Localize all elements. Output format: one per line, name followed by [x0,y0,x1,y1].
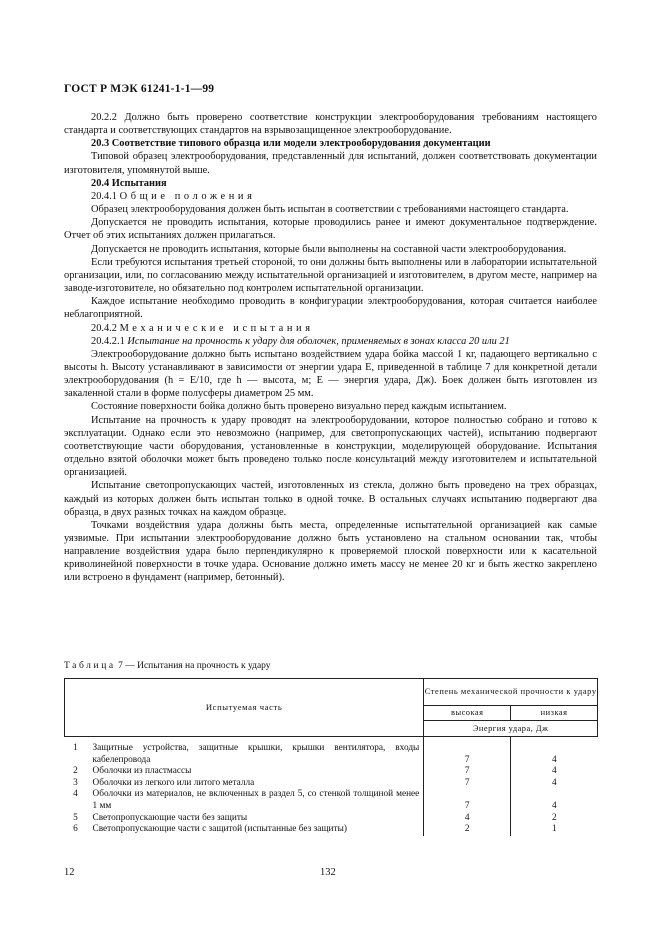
high-value: 7 [424,766,511,778]
col-part-header: Испытуемая часть [65,679,424,737]
paragraph-13: Состояние поверхности бойка должно быть проверено визуально перед каждым испытанием. [91,401,507,413]
part-cell [65,778,424,790]
clause-number: 20.4.2.1 [91,335,125,347]
high-value: 7 [424,789,511,812]
document-body [64,111,597,585]
low-value: 1 [511,824,598,836]
page-number-center: 132 [320,867,336,878]
paragraph-6: Допускается не проводить испытания, которые проводились ранее и имеют документальное подтверждение. Отчет об этих испытаниях должен прилагаться. [64,217,597,242]
row-number: 3 [73,777,78,788]
paragraph-8: Если требуются испытания третьей стороной, то они должны быть выполнены или в лаборатории испытательной организации, или, по согласованию между испытательной организацией и изготовителем, в другом месте, например на заводе-изготовителе, но обязательно под контролем испытательной организации. [64,256,597,295]
paragraph-4 [64,190,597,203]
col-low-header: низкая [511,706,598,721]
table-row [65,813,598,825]
table-caption-word: Таблица [64,661,116,671]
table-body [65,737,598,836]
col-degree-header: Степень механической прочности к удару [424,679,598,706]
spaced-title: Общие положения [119,190,256,202]
paragraph-7: Допускается не проводить испытания, которые были выполнены на составной части электрооборудования. [91,243,567,255]
row-number: 6 [73,824,78,835]
clause-number: 20.4.1 [91,190,117,202]
low-value: 2 [511,813,598,825]
row-text: Светопропускающие части без защиты [92,812,248,823]
high-value: 7 [424,778,511,790]
paragraph-15: Испытание светопропускающих частей, изготовленных из стекла, должно быть проведено на трех образцах, каждый из которых должен быть испытан только в одной точке. В остальных случаях испытанию подвергают два образца, в двух разных точках на каждом образце. [64,480,597,518]
paragraph-12: Электрооборудование должно быть испытано воздействием удара бойка массой 1 кг, падающего вертикально с высоты h. Высоту устанавливают в зависимости от энергии удара E, приведенной в таблице 7 для конкретной детали электрооборудования (h = E/10, где h — высота, м; E — энергия удара, Дж). Боек должен быть изготовлен из закаленной стали в форме полусферы диаметром 25 мм. [64,348,597,400]
table-row [65,737,598,767]
row-text: Оболочки из пластмассы [92,766,192,777]
low-value: 4 [511,737,598,767]
low-value: 4 [511,766,598,778]
table-row [65,778,598,790]
row-number: 2 [73,766,78,777]
paragraph-0: 20.2.2 Должно быть проверено соответствие конструкции электрооборудования требованиям настоящего стандарта и соответствующих стандартов на взрывозащищенное электрооборудование. [64,112,597,137]
row-text: Оболочки из легкого или литого металла [92,777,255,788]
low-value: 4 [511,778,598,790]
part-cell [65,737,424,767]
paragraph-11 [64,335,597,348]
italic-title: Испытание на прочность к удару для оболочек, применяемых в зонах класса 20 или 21 [127,335,510,347]
clause-number: 20.4.2 [91,322,117,334]
paragraph-10 [64,322,597,335]
row-text: Защитные устройства, защитные крышки, крышки вентилятора, входы кабелепровода [92,743,420,765]
part-cell [65,789,424,812]
part-cell [65,813,424,825]
paragraph-9: Каждое испытание необходимо проводить в конфигурации электрооборудования, которая считается наиболее неблагоприятной. [64,296,597,321]
table-caption-rest: 7 — Испытания на прочность к удару [118,661,271,671]
col-energy-header: Энергия удара, Дж [424,721,598,737]
section-heading-1: 20.3 Соответствие типового образца или модели электрооборудования документации [91,138,491,150]
paragraph-16: Точками воздействия удара должны быть места, определенные испытательной организацией как самые уязвимые. При испытании электрооборудование должно быть установлено на стальном основании так, чтобы направление воздействия удара было перпендикулярно к проверяемой плоской поверхности или к касательной криволинейной поверхности в точке удара. Основание должно иметь массу не менее 20 кг и быть жестко закреплено или встроено в фундамент (например, бетонный). [64,519,597,584]
paragraph-2: Типовой образец электрооборудования, представленный для испытаний, должен соответствовать документации изготовителя, упомянутой выше. [64,151,597,176]
row-number: 5 [73,812,78,823]
row-number: 1 [73,743,78,753]
col-high-header: высокая [424,706,511,721]
high-value: 2 [424,824,511,836]
low-value: 4 [511,789,598,812]
table-row [65,766,598,778]
part-cell [65,824,424,836]
table-row [65,789,598,812]
impact-test-table [64,678,598,836]
row-text: Оболочки из материалов, не включенных в раздел 5, со стенкой толщиной менее 1 мм [92,789,420,811]
high-value: 4 [424,813,511,825]
spaced-title: Механические испытания [119,322,314,334]
paragraph-14: Испытание на прочность к удару проводят на электрооборудовании, которое полностью собрано и готово к эксплуатации. Однако если это невозможно (например, для светопропускающих частей), испытанию подвергают соответствующие части оборудования, установленные в конструкции, моделирующей оборудование. Испытания отдельно взятой оболочки может быть проведено только после консультаций между изготовителем и испытательной организацией. [64,414,597,479]
part-cell [65,766,424,778]
table-row [65,824,598,836]
table-caption [64,661,271,671]
section-heading-3: 20.4 Испытания [91,177,167,189]
high-value: 7 [424,737,511,767]
row-number: 4 [73,789,78,800]
standard-header: ГОСТ Р МЭК 61241-1-1—99 [64,83,215,95]
row-text: Светопропускающие части с защитой (испытанные без защиты) [92,824,347,835]
page-number-left: 12 [64,867,75,878]
paragraph-5: Образец электрооборудования должен быть испытан в соответствии с требованиями настоящего стандарта. [91,204,569,216]
